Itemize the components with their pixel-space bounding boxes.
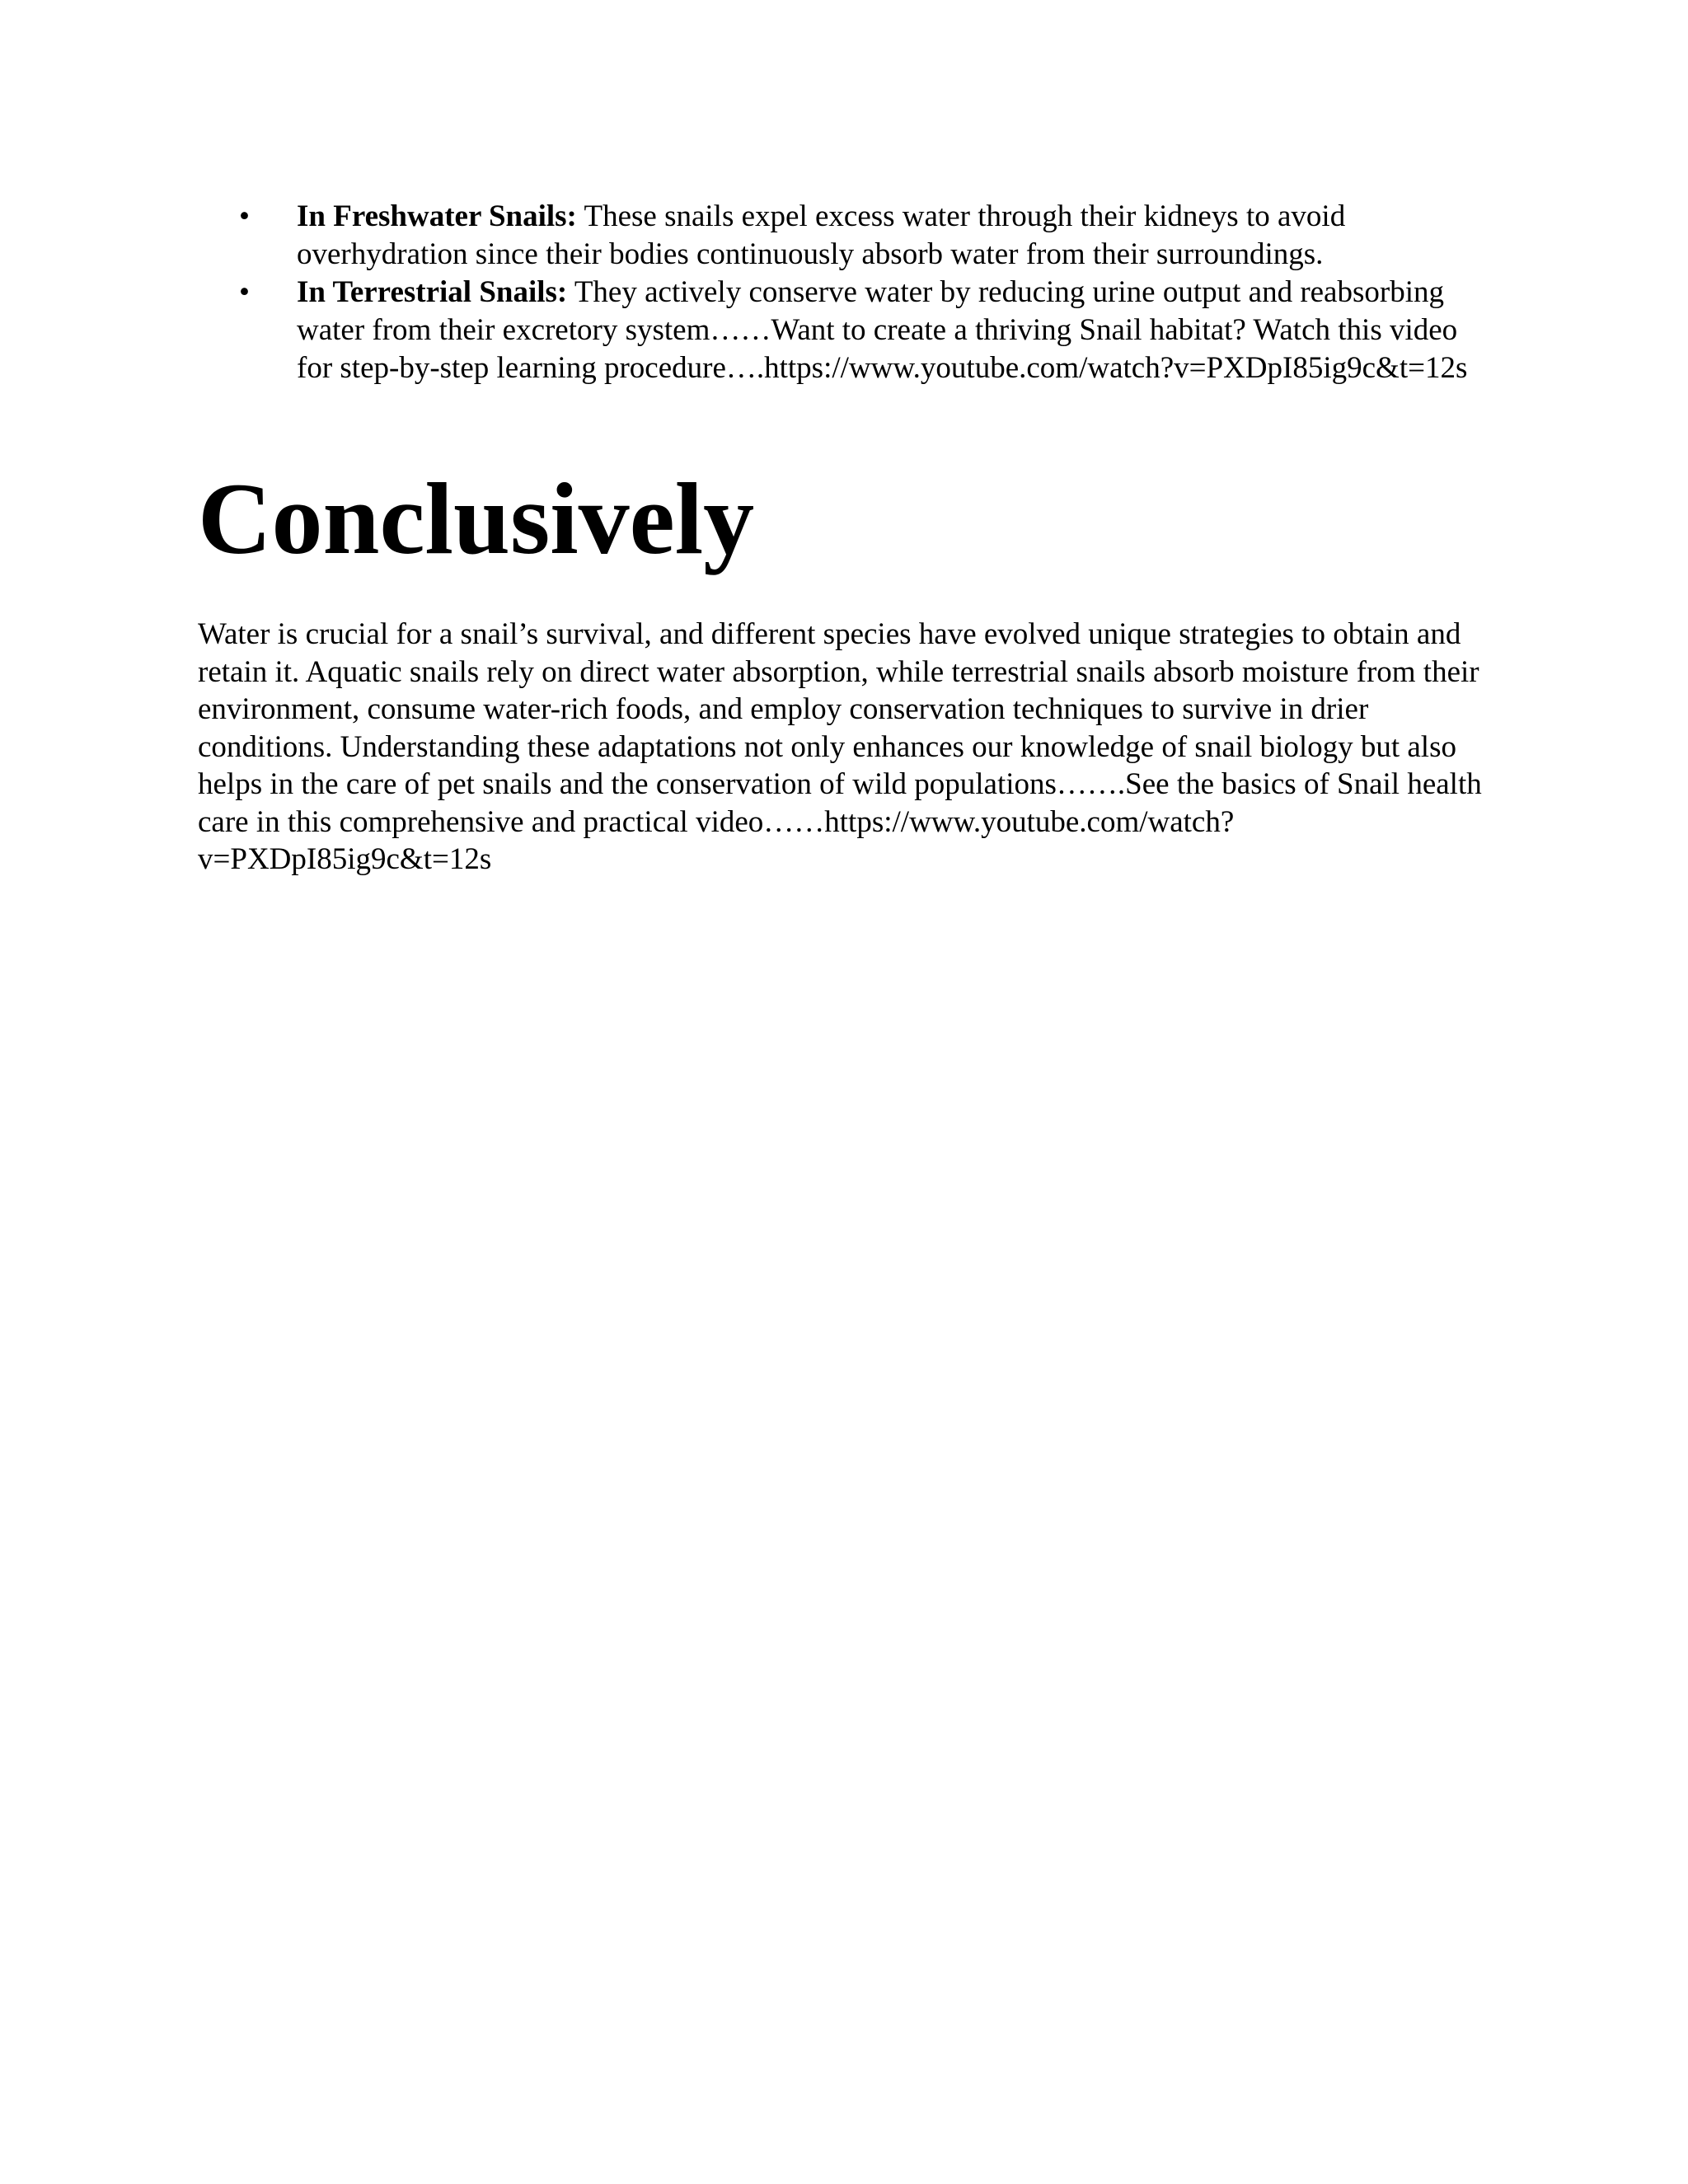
bullet-dot: • [239,275,250,309]
section-heading: Conclusively [198,462,755,575]
body-paragraph: Water is crucial for a snail’s survival, and different species have evolved unique strategies to obtain and retain it. Aquatic snails rely on direct water absorption, while terrestrial snails absorb moisture from their environment, consume water-rich foods, and employ conservation techniques to survive in drier conditions. Understanding these adaptations not only enhances our knowledge of snail biology but also helps in the care of pet snails and the conservation of wild populations…….See the basics of Snail health care in this comprehensive and practical video……https://www.youtube.com/watch?v=PXDpI85ig9c&t=12s [198,617,1482,876]
list-item [198,274,1484,387]
bullet-text: They actively conserve water by reducing urine output and reabsorbing water from their excretory system……Want to create a thriving Snail habitat? Watch this video for step-by-step learning procedure….https://www.youtube.com/watch?v=PXDpI85ig9c&t=12s [297,275,1468,385]
bullet-term: In Freshwater Snails: [297,199,577,233]
bullet-text: These snails expel excess water through their kidneys to avoid overhydration since their bodies continuously absorb water from their surroundings. [297,199,1346,271]
bullet-list [198,198,1484,387]
list-item [198,198,1484,274]
bullet-term: In Terrestrial Snails: [297,275,568,309]
bullet-dot: • [239,199,250,233]
